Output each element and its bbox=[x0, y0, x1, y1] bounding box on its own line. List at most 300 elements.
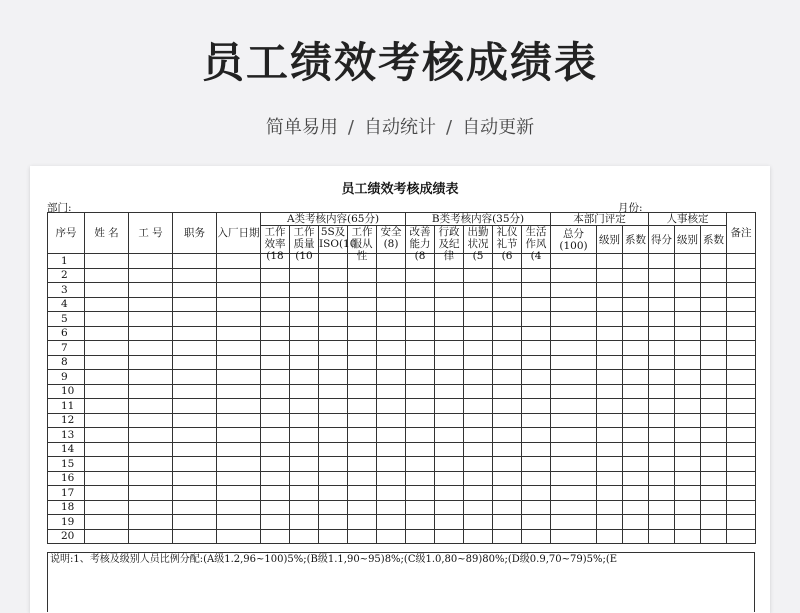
table-cell[interactable] bbox=[551, 428, 597, 443]
table-cell[interactable] bbox=[290, 384, 319, 399]
table-cell[interactable] bbox=[623, 297, 649, 312]
table-cell[interactable] bbox=[727, 268, 756, 283]
table-cell[interactable] bbox=[290, 413, 319, 428]
table-cell[interactable] bbox=[85, 515, 129, 530]
table-cell[interactable] bbox=[435, 428, 464, 443]
table-cell[interactable] bbox=[623, 442, 649, 457]
table-cell[interactable] bbox=[551, 500, 597, 515]
table-cell[interactable] bbox=[551, 457, 597, 472]
table-cell[interactable] bbox=[551, 283, 597, 298]
table-cell[interactable] bbox=[173, 297, 217, 312]
table-cell[interactable] bbox=[217, 312, 261, 327]
table-cell[interactable] bbox=[377, 283, 406, 298]
table-cell[interactable] bbox=[727, 428, 756, 443]
table-cell[interactable] bbox=[551, 442, 597, 457]
table-cell[interactable] bbox=[406, 529, 435, 544]
table-cell[interactable] bbox=[319, 529, 348, 544]
table-cell[interactable] bbox=[464, 384, 493, 399]
table-cell[interactable] bbox=[464, 457, 493, 472]
table-cell[interactable] bbox=[217, 428, 261, 443]
table-cell[interactable] bbox=[377, 268, 406, 283]
table-cell[interactable] bbox=[377, 341, 406, 356]
table-cell[interactable] bbox=[85, 370, 129, 385]
table-cell[interactable] bbox=[701, 413, 727, 428]
table-cell[interactable] bbox=[493, 283, 522, 298]
table-cell[interactable] bbox=[597, 283, 623, 298]
table-cell[interactable] bbox=[675, 283, 701, 298]
table-cell[interactable] bbox=[217, 413, 261, 428]
table-cell[interactable] bbox=[435, 312, 464, 327]
table-cell[interactable] bbox=[675, 428, 701, 443]
table-cell[interactable] bbox=[129, 370, 173, 385]
table-cell[interactable] bbox=[348, 326, 377, 341]
table-cell[interactable] bbox=[217, 341, 261, 356]
table-cell[interactable] bbox=[319, 370, 348, 385]
table-cell[interactable] bbox=[217, 442, 261, 457]
table-cell[interactable] bbox=[348, 355, 377, 370]
table-cell[interactable] bbox=[551, 399, 597, 414]
table-cell[interactable] bbox=[701, 500, 727, 515]
table-cell[interactable] bbox=[319, 413, 348, 428]
table-cell[interactable] bbox=[649, 384, 675, 399]
table-cell[interactable] bbox=[649, 370, 675, 385]
table-cell[interactable] bbox=[290, 399, 319, 414]
table-cell[interactable] bbox=[675, 442, 701, 457]
table-cell[interactable] bbox=[675, 413, 701, 428]
table-cell[interactable] bbox=[551, 471, 597, 486]
table-cell[interactable] bbox=[522, 283, 551, 298]
table-cell[interactable] bbox=[675, 254, 701, 269]
table-cell[interactable] bbox=[623, 500, 649, 515]
table-cell[interactable] bbox=[522, 486, 551, 501]
table-cell[interactable] bbox=[377, 312, 406, 327]
table-cell[interactable] bbox=[464, 428, 493, 443]
table-cell[interactable] bbox=[464, 341, 493, 356]
table-cell[interactable] bbox=[406, 442, 435, 457]
table-cell[interactable] bbox=[290, 268, 319, 283]
table-cell[interactable] bbox=[129, 428, 173, 443]
table-cell[interactable] bbox=[129, 457, 173, 472]
table-cell[interactable] bbox=[319, 341, 348, 356]
table-cell[interactable] bbox=[377, 428, 406, 443]
table-cell[interactable] bbox=[649, 515, 675, 530]
table-cell[interactable] bbox=[727, 341, 756, 356]
table-cell[interactable] bbox=[217, 486, 261, 501]
table-cell[interactable] bbox=[406, 399, 435, 414]
table-cell[interactable] bbox=[493, 312, 522, 327]
table-cell[interactable] bbox=[129, 312, 173, 327]
table-cell[interactable] bbox=[597, 471, 623, 486]
table-cell[interactable] bbox=[85, 457, 129, 472]
table-cell[interactable] bbox=[675, 341, 701, 356]
table-cell[interactable] bbox=[522, 326, 551, 341]
table-cell[interactable] bbox=[522, 355, 551, 370]
table-cell[interactable] bbox=[348, 442, 377, 457]
table-cell[interactable] bbox=[173, 254, 217, 269]
table-cell[interactable] bbox=[701, 529, 727, 544]
table-cell[interactable] bbox=[290, 341, 319, 356]
table-cell[interactable] bbox=[435, 442, 464, 457]
table-cell[interactable] bbox=[464, 312, 493, 327]
table-cell[interactable] bbox=[551, 486, 597, 501]
table-cell[interactable] bbox=[435, 500, 464, 515]
table-cell[interactable] bbox=[727, 529, 756, 544]
table-cell[interactable] bbox=[319, 486, 348, 501]
table-cell[interactable] bbox=[217, 355, 261, 370]
table-cell[interactable] bbox=[597, 486, 623, 501]
table-cell[interactable] bbox=[522, 428, 551, 443]
table-cell[interactable] bbox=[319, 283, 348, 298]
table-cell[interactable] bbox=[348, 500, 377, 515]
table-cell[interactable] bbox=[435, 355, 464, 370]
table-cell[interactable] bbox=[348, 486, 377, 501]
table-cell[interactable] bbox=[649, 326, 675, 341]
table-cell[interactable] bbox=[290, 355, 319, 370]
table-cell[interactable] bbox=[597, 413, 623, 428]
table-cell[interactable] bbox=[551, 355, 597, 370]
table-cell[interactable] bbox=[129, 500, 173, 515]
table-cell[interactable] bbox=[493, 326, 522, 341]
table-cell[interactable] bbox=[701, 399, 727, 414]
table-cell[interactable] bbox=[129, 413, 173, 428]
table-cell[interactable] bbox=[85, 326, 129, 341]
table-cell[interactable] bbox=[649, 457, 675, 472]
table-cell[interactable] bbox=[217, 500, 261, 515]
table-cell[interactable] bbox=[435, 384, 464, 399]
table-cell[interactable] bbox=[649, 268, 675, 283]
table-cell[interactable] bbox=[173, 442, 217, 457]
table-cell[interactable] bbox=[261, 457, 290, 472]
table-cell[interactable] bbox=[173, 413, 217, 428]
table-cell[interactable] bbox=[649, 442, 675, 457]
table-cell[interactable] bbox=[435, 515, 464, 530]
table-cell[interactable] bbox=[406, 268, 435, 283]
table-cell[interactable] bbox=[85, 312, 129, 327]
table-cell[interactable] bbox=[597, 312, 623, 327]
table-cell[interactable] bbox=[348, 384, 377, 399]
table-cell[interactable] bbox=[348, 471, 377, 486]
table-cell[interactable] bbox=[129, 254, 173, 269]
table-cell[interactable] bbox=[551, 312, 597, 327]
table-cell[interactable] bbox=[522, 370, 551, 385]
table-cell[interactable] bbox=[551, 268, 597, 283]
table-cell[interactable] bbox=[173, 529, 217, 544]
table-cell[interactable] bbox=[649, 297, 675, 312]
table-cell[interactable] bbox=[173, 312, 217, 327]
table-cell[interactable] bbox=[522, 529, 551, 544]
table-cell[interactable] bbox=[319, 515, 348, 530]
table-cell[interactable] bbox=[675, 457, 701, 472]
table-cell[interactable] bbox=[319, 442, 348, 457]
table-cell[interactable] bbox=[701, 297, 727, 312]
table-cell[interactable] bbox=[377, 442, 406, 457]
table-cell[interactable] bbox=[217, 471, 261, 486]
table-cell[interactable] bbox=[406, 297, 435, 312]
table-cell[interactable] bbox=[493, 442, 522, 457]
table-cell[interactable] bbox=[217, 283, 261, 298]
table-cell[interactable] bbox=[623, 428, 649, 443]
table-cell[interactable] bbox=[649, 254, 675, 269]
table-cell[interactable] bbox=[597, 515, 623, 530]
table-cell[interactable] bbox=[649, 341, 675, 356]
table-cell[interactable] bbox=[493, 457, 522, 472]
table-cell[interactable] bbox=[464, 370, 493, 385]
table-cell[interactable] bbox=[261, 355, 290, 370]
table-cell[interactable] bbox=[173, 515, 217, 530]
table-cell[interactable] bbox=[85, 341, 129, 356]
table-cell[interactable] bbox=[319, 254, 348, 269]
table-cell[interactable] bbox=[217, 268, 261, 283]
table-cell[interactable] bbox=[597, 326, 623, 341]
table-cell[interactable] bbox=[727, 312, 756, 327]
table-cell[interactable] bbox=[129, 268, 173, 283]
table-cell[interactable] bbox=[290, 529, 319, 544]
table-cell[interactable] bbox=[319, 268, 348, 283]
table-cell[interactable] bbox=[649, 486, 675, 501]
table-cell[interactable] bbox=[290, 326, 319, 341]
table-cell[interactable] bbox=[85, 268, 129, 283]
table-cell[interactable] bbox=[261, 529, 290, 544]
table-cell[interactable] bbox=[406, 457, 435, 472]
table-cell[interactable] bbox=[701, 370, 727, 385]
table-cell[interactable] bbox=[319, 428, 348, 443]
table-cell[interactable] bbox=[348, 457, 377, 472]
table-cell[interactable] bbox=[597, 428, 623, 443]
table-cell[interactable] bbox=[435, 529, 464, 544]
table-cell[interactable] bbox=[173, 341, 217, 356]
table-cell[interactable] bbox=[623, 399, 649, 414]
table-cell[interactable] bbox=[217, 370, 261, 385]
table-cell[interactable] bbox=[551, 515, 597, 530]
table-cell[interactable] bbox=[85, 413, 129, 428]
table-cell[interactable] bbox=[464, 529, 493, 544]
table-cell[interactable] bbox=[173, 471, 217, 486]
table-cell[interactable] bbox=[464, 471, 493, 486]
table-cell[interactable] bbox=[406, 384, 435, 399]
table-cell[interactable] bbox=[727, 515, 756, 530]
table-cell[interactable] bbox=[173, 384, 217, 399]
table-cell[interactable] bbox=[261, 471, 290, 486]
table-cell[interactable] bbox=[493, 500, 522, 515]
table-cell[interactable] bbox=[623, 471, 649, 486]
table-cell[interactable] bbox=[464, 399, 493, 414]
table-cell[interactable] bbox=[85, 500, 129, 515]
table-cell[interactable] bbox=[649, 283, 675, 298]
table-cell[interactable] bbox=[551, 413, 597, 428]
table-cell[interactable] bbox=[649, 399, 675, 414]
table-cell[interactable] bbox=[319, 457, 348, 472]
table-cell[interactable] bbox=[623, 312, 649, 327]
table-cell[interactable] bbox=[597, 457, 623, 472]
table-cell[interactable] bbox=[727, 384, 756, 399]
table-cell[interactable] bbox=[675, 370, 701, 385]
table-cell[interactable] bbox=[319, 399, 348, 414]
table-cell[interactable] bbox=[377, 254, 406, 269]
table-cell[interactable] bbox=[701, 341, 727, 356]
table-cell[interactable] bbox=[85, 471, 129, 486]
table-cell[interactable] bbox=[623, 355, 649, 370]
table-cell[interactable] bbox=[348, 515, 377, 530]
table-cell[interactable] bbox=[319, 297, 348, 312]
table-cell[interactable] bbox=[701, 268, 727, 283]
table-cell[interactable] bbox=[435, 297, 464, 312]
table-cell[interactable] bbox=[464, 442, 493, 457]
table-cell[interactable] bbox=[173, 268, 217, 283]
table-cell[interactable] bbox=[261, 283, 290, 298]
table-cell[interactable] bbox=[675, 529, 701, 544]
table-cell[interactable] bbox=[129, 326, 173, 341]
table-cell[interactable] bbox=[85, 283, 129, 298]
table-cell[interactable] bbox=[129, 341, 173, 356]
table-cell[interactable] bbox=[727, 254, 756, 269]
table-cell[interactable] bbox=[290, 442, 319, 457]
table-cell[interactable] bbox=[727, 283, 756, 298]
table-cell[interactable] bbox=[129, 442, 173, 457]
table-cell[interactable] bbox=[623, 486, 649, 501]
table-cell[interactable] bbox=[522, 312, 551, 327]
table-cell[interactable] bbox=[290, 297, 319, 312]
table-cell[interactable] bbox=[173, 283, 217, 298]
table-cell[interactable] bbox=[129, 399, 173, 414]
table-cell[interactable] bbox=[649, 413, 675, 428]
table-cell[interactable] bbox=[464, 326, 493, 341]
table-cell[interactable] bbox=[464, 486, 493, 501]
table-cell[interactable] bbox=[406, 370, 435, 385]
table-cell[interactable] bbox=[551, 297, 597, 312]
table-cell[interactable] bbox=[727, 457, 756, 472]
table-cell[interactable] bbox=[701, 326, 727, 341]
table-cell[interactable] bbox=[701, 457, 727, 472]
table-cell[interactable] bbox=[261, 341, 290, 356]
table-cell[interactable] bbox=[701, 486, 727, 501]
table-cell[interactable] bbox=[435, 486, 464, 501]
table-cell[interactable] bbox=[173, 500, 217, 515]
table-cell[interactable] bbox=[261, 326, 290, 341]
table-cell[interactable] bbox=[406, 355, 435, 370]
table-cell[interactable] bbox=[623, 529, 649, 544]
table-cell[interactable] bbox=[701, 515, 727, 530]
table-cell[interactable] bbox=[701, 283, 727, 298]
table-cell[interactable] bbox=[649, 312, 675, 327]
table-cell[interactable] bbox=[464, 283, 493, 298]
table-cell[interactable] bbox=[290, 457, 319, 472]
table-cell[interactable] bbox=[675, 399, 701, 414]
table-cell[interactable] bbox=[406, 413, 435, 428]
table-cell[interactable] bbox=[464, 413, 493, 428]
table-cell[interactable] bbox=[290, 283, 319, 298]
table-cell[interactable] bbox=[493, 370, 522, 385]
table-cell[interactable] bbox=[261, 312, 290, 327]
table-cell[interactable] bbox=[522, 471, 551, 486]
table-cell[interactable] bbox=[173, 428, 217, 443]
table-cell[interactable] bbox=[623, 457, 649, 472]
table-cell[interactable] bbox=[261, 370, 290, 385]
table-cell[interactable] bbox=[727, 370, 756, 385]
table-cell[interactable] bbox=[493, 486, 522, 501]
table-cell[interactable] bbox=[727, 413, 756, 428]
table-cell[interactable] bbox=[129, 529, 173, 544]
table-cell[interactable] bbox=[522, 268, 551, 283]
table-cell[interactable] bbox=[623, 326, 649, 341]
table-cell[interactable] bbox=[675, 268, 701, 283]
table-cell[interactable] bbox=[675, 297, 701, 312]
table-cell[interactable] bbox=[675, 500, 701, 515]
table-cell[interactable] bbox=[377, 486, 406, 501]
table-cell[interactable] bbox=[493, 399, 522, 414]
table-cell[interactable] bbox=[727, 471, 756, 486]
table-cell[interactable] bbox=[493, 413, 522, 428]
table-cell[interactable] bbox=[377, 370, 406, 385]
table-cell[interactable] bbox=[623, 254, 649, 269]
table-cell[interactable] bbox=[173, 486, 217, 501]
table-cell[interactable] bbox=[551, 529, 597, 544]
table-cell[interactable] bbox=[522, 500, 551, 515]
table-cell[interactable] bbox=[377, 355, 406, 370]
table-cell[interactable] bbox=[406, 326, 435, 341]
table-cell[interactable] bbox=[597, 355, 623, 370]
table-cell[interactable] bbox=[522, 341, 551, 356]
table-cell[interactable] bbox=[261, 399, 290, 414]
table-cell[interactable] bbox=[551, 341, 597, 356]
table-cell[interactable] bbox=[649, 355, 675, 370]
table-cell[interactable] bbox=[597, 297, 623, 312]
table-cell[interactable] bbox=[701, 428, 727, 443]
table-cell[interactable] bbox=[435, 283, 464, 298]
table-cell[interactable] bbox=[493, 297, 522, 312]
table-cell[interactable] bbox=[493, 471, 522, 486]
table-cell[interactable] bbox=[597, 384, 623, 399]
table-cell[interactable] bbox=[377, 297, 406, 312]
table-cell[interactable] bbox=[597, 529, 623, 544]
table-cell[interactable] bbox=[675, 355, 701, 370]
table-cell[interactable] bbox=[290, 471, 319, 486]
table-cell[interactable] bbox=[173, 457, 217, 472]
table-cell[interactable] bbox=[727, 355, 756, 370]
table-cell[interactable] bbox=[597, 399, 623, 414]
table-cell[interactable] bbox=[319, 384, 348, 399]
table-cell[interactable] bbox=[85, 384, 129, 399]
table-cell[interactable] bbox=[129, 297, 173, 312]
table-cell[interactable] bbox=[261, 428, 290, 443]
table-cell[interactable] bbox=[522, 399, 551, 414]
table-cell[interactable] bbox=[348, 399, 377, 414]
table-cell[interactable] bbox=[597, 341, 623, 356]
table-cell[interactable] bbox=[217, 457, 261, 472]
table-cell[interactable] bbox=[435, 471, 464, 486]
table-cell[interactable] bbox=[173, 370, 217, 385]
table-cell[interactable] bbox=[522, 413, 551, 428]
table-cell[interactable] bbox=[261, 413, 290, 428]
table-cell[interactable] bbox=[493, 268, 522, 283]
table-cell[interactable] bbox=[435, 457, 464, 472]
table-cell[interactable] bbox=[701, 254, 727, 269]
table-cell[interactable] bbox=[623, 341, 649, 356]
table-cell[interactable] bbox=[319, 326, 348, 341]
table-cell[interactable] bbox=[319, 312, 348, 327]
table-cell[interactable] bbox=[597, 442, 623, 457]
table-cell[interactable] bbox=[406, 428, 435, 443]
table-cell[interactable] bbox=[435, 370, 464, 385]
table-cell[interactable] bbox=[493, 515, 522, 530]
table-cell[interactable] bbox=[377, 529, 406, 544]
table-cell[interactable] bbox=[597, 370, 623, 385]
table-cell[interactable] bbox=[727, 326, 756, 341]
table-cell[interactable] bbox=[493, 428, 522, 443]
table-cell[interactable] bbox=[464, 500, 493, 515]
table-cell[interactable] bbox=[493, 529, 522, 544]
table-cell[interactable] bbox=[701, 355, 727, 370]
table-cell[interactable] bbox=[623, 370, 649, 385]
